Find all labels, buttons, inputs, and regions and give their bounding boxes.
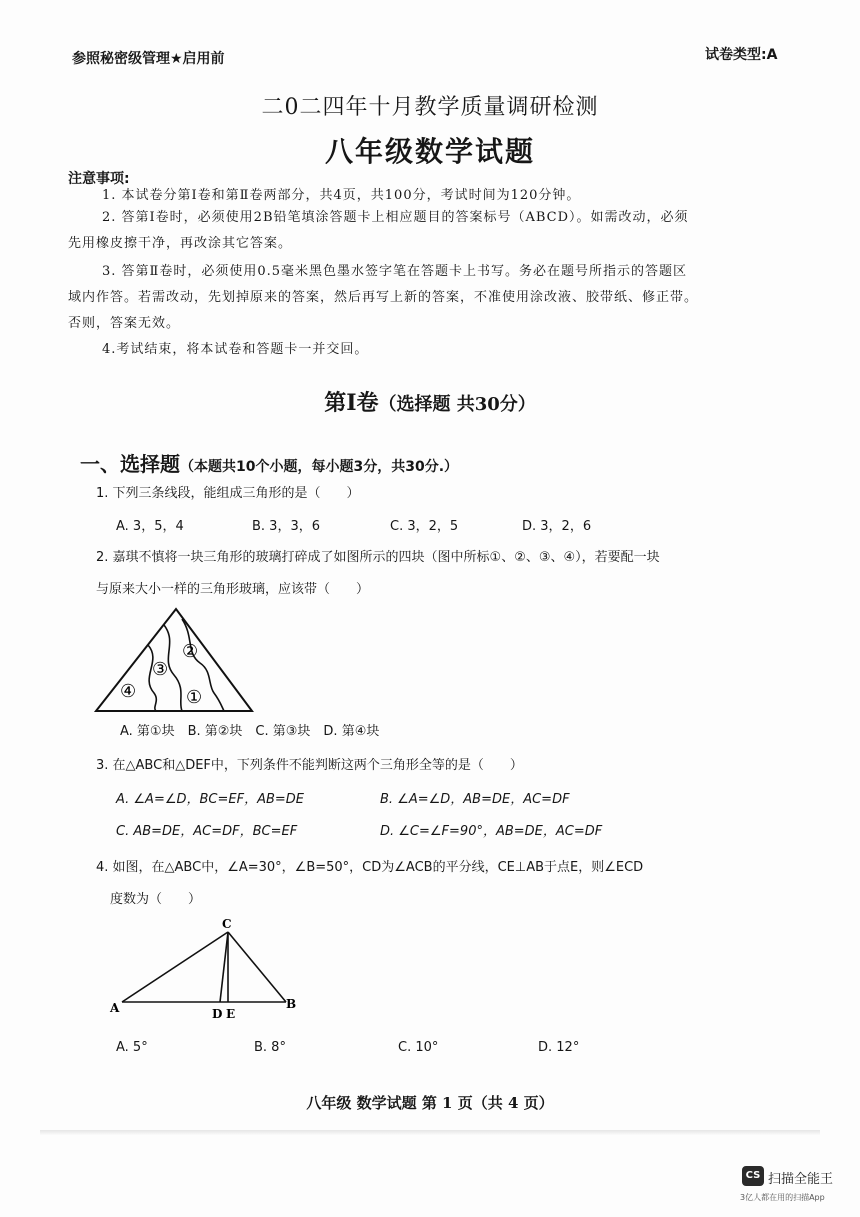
question-3-option-c: C. AB=DE，AC=DF，BC=EF	[116, 824, 298, 839]
part-title-sub: （本题共10个小题，每小题3分，共30分.）	[180, 459, 459, 475]
notice-heading: 注意事项:	[68, 171, 130, 187]
vertex-label-b: B	[286, 997, 297, 1011]
question-1-option-b: B. 3，3，6	[252, 519, 320, 534]
page-edge-shadow	[40, 1130, 820, 1136]
question-2-stem-line-1: 2. 嘉琪不慎将一块三角形的玻璃打碎成了如图所示的四块（图中所标①、②、③、④），若要配一块	[96, 550, 660, 565]
question-4-option-a: A. 5°	[116, 1040, 148, 1055]
question-3-stem: 3. 在△ABC和△DEF中，下列条件不能判断这两个三角形全等的是（ ）	[96, 758, 523, 773]
point-label-d: D	[212, 1007, 223, 1021]
piece-label-2: ②	[182, 641, 199, 662]
piece-label-3: ③	[152, 659, 169, 680]
broken-glass-triangle-figure	[90, 605, 260, 715]
vertex-label-a: A	[110, 1001, 120, 1015]
question-1-stem: 1. 下列三条线段，能组成三角形的是（ ）	[96, 486, 360, 501]
question-1-option-d: D. 3，2，6	[522, 519, 592, 534]
segment-bc	[228, 932, 286, 1002]
question-4-option-d: D. 12°	[538, 1040, 580, 1055]
section-title	[0, 386, 860, 417]
section-title-main: 第Ⅰ卷	[324, 390, 379, 416]
exam-title: 二0二四年十月教学质量调研检测	[261, 95, 599, 120]
paper-type-label: 试卷类型:A	[705, 47, 778, 63]
notice-item-3-line-3: 否则，答案无效。	[68, 316, 181, 331]
notice-item-2-line-2: 先用橡皮擦干净，再改涂其它答案。	[68, 236, 293, 251]
question-3-option-b: B. ∠A=∠D，AB=DE，AC=DF	[380, 792, 570, 807]
part-title	[80, 448, 458, 477]
question-2-options: A. 第①块 B. 第②块 C. 第③块 D. 第④块	[120, 724, 380, 739]
segment-cd	[220, 932, 228, 1002]
notice-item-2-line-1: 2. 答第Ⅰ卷时，必须使用2B铅笔填涂答题卡上相应题目的答案标号（ABCD）。如需改动，必须	[102, 210, 689, 225]
exam-subject-title: 八年级数学试题	[324, 135, 535, 168]
notice-item-4: 4.考试结束，将本试卷和答题卡一并交回。	[102, 342, 369, 357]
notice-item-3-line-2: 域内作答。若需改动，先划掉原来的答案，然后再写上新的答案，不准使用涂改液、胶带纸、修正带。	[68, 290, 699, 305]
piece-label-4: ④	[120, 681, 137, 702]
scanner-app-tagline: 3亿人都在用的扫描App	[740, 1193, 825, 1202]
secret-level-label: 参照秘密级管理★启用前	[72, 51, 225, 67]
page-footer: 八年级 数学试题 第 1 页（共 4 页）	[306, 1094, 554, 1112]
part-title-main: 一、选择题	[80, 452, 180, 476]
point-label-e: E	[226, 1007, 236, 1021]
question-3-option-a: A. ∠A=∠D，BC=EF，AB=DE	[116, 792, 305, 807]
notice-item-1: 1. 本试卷分第Ⅰ卷和第Ⅱ卷两部分，共4页，共100分，考试时间为120分钟。	[102, 188, 581, 203]
scanner-app-name: 扫描全能王	[768, 1172, 834, 1187]
question-4-stem-line-1: 4. 如图，在△ABC中，∠A=30°，∠B=50°，CD为∠ACB的平分线，CE⊥AB于点E，则∠ECD	[96, 860, 644, 875]
scanner-logo-icon: CS	[742, 1166, 764, 1186]
question-1-option-a: A. 3，5，4	[116, 519, 184, 534]
piece-label-1: ①	[186, 687, 203, 708]
question-4-stem-line-2: 度数为（ ）	[110, 892, 202, 907]
question-4-option-b: B. 8°	[254, 1040, 286, 1055]
vertex-label-c: C	[222, 917, 232, 931]
question-1-option-c: C. 3，2，5	[390, 519, 459, 534]
notice-item-3-line-1: 3. 答第Ⅱ卷时，必须使用0.5毫米黑色墨水签字笔在答题卡上书写。务必在题号所指示的答题区	[102, 264, 688, 279]
triangle-abc-figure	[108, 914, 308, 1024]
section-title-sub: （选择题 共30分）	[378, 394, 536, 415]
question-4-option-c: C. 10°	[398, 1040, 439, 1055]
question-2-stem-line-2: 与原来大小一样的三角形玻璃，应该带（ ）	[96, 582, 370, 597]
segment-ac	[122, 932, 228, 1002]
question-3-option-d: D. ∠C=∠F=90°，AB=DE，AC=DF	[380, 824, 603, 839]
